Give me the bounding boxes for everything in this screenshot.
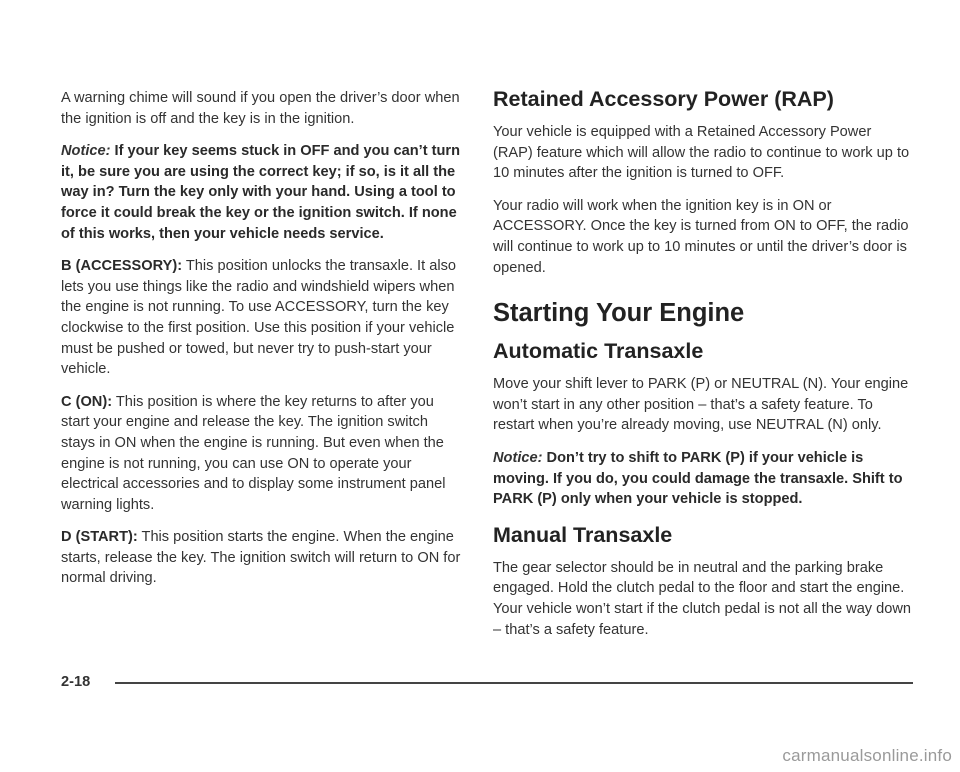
page-footer <box>61 672 913 692</box>
footer-rule <box>115 682 913 684</box>
rap-paragraph-2: Your radio will work when the ignition key is in ON or ACCESSORY. Once the key is turned from ON to OFF, the radio will continue to work up to 10 minutes or until the driver’s door is opened. <box>493 197 909 276</box>
notice-text: If your key seems stuck in OFF and you can’t turn it, be sure you are using the correct key; if so, is it all the way in? Turn the key only with your hand. Using a tool to force it could break the key or the ignition switch. If none of this works, then your vehicle needs service. <box>61 143 460 242</box>
rap-paragraph-1: Your vehicle is equipped with a Retained Accessory Power (RAP) feature which will allow the radio to continue to work up to 10 minutes after the ignition is turned to OFF. <box>493 124 910 182</box>
warning-chime-paragraph: A warning chime will sound if you open the driver’s door when the ignition is off and the key is in the ignition. <box>61 90 460 127</box>
left-column <box>61 88 465 601</box>
page-number: 2-18 <box>61 674 91 690</box>
manual-transaxle-paragraph: The gear selector should be in neutral and the parking brake engaged. Hold the clutch pedal to the floor and start the engine. Your vehicle won’t start if the clutch pedal is not all the way down – that’s a safety feature. <box>493 559 912 638</box>
right-column <box>493 86 913 652</box>
on-term: C (ON): <box>61 393 113 410</box>
automatic-transaxle-heading: Automatic Transaxle <box>493 339 704 364</box>
on-paragraph <box>61 392 465 516</box>
rap-heading: Retained Accessory Power (RAP) <box>493 87 834 111</box>
notice-label: Notice: <box>493 449 543 466</box>
start-term: D (START): <box>61 529 138 546</box>
accessory-paragraph <box>61 256 465 380</box>
manual-transaxle-heading: Manual Transaxle <box>493 522 673 547</box>
notice-label: Notice: <box>61 143 111 160</box>
notice-key-stuck <box>61 141 465 244</box>
automatic-transaxle-paragraph: Move your shift lever to PARK (P) or NEUTRAL (N). Your engine won’t start in any other position – that’s a safety feature. To restart when you’re already moving, use NEUTRAL (N) only. <box>493 376 909 434</box>
accessory-term: B (ACCESSORY): <box>61 258 183 275</box>
notice-shift-park <box>493 448 913 510</box>
starting-engine-heading: Starting Your Engine <box>493 299 745 328</box>
start-text: This position starts the engine. When the engine starts, release the key. The ignition switch will return to ON for normal driving. <box>61 529 461 587</box>
accessory-text: This position unlocks the transaxle. It also lets you use things like the radio and windshield wipers when the engine is not running. To use ACCESSORY, turn the key clockwise to the first position. Use this position if your vehicle must be pushed or towed, but never try to push-start your vehicle. <box>61 258 456 378</box>
start-paragraph <box>61 527 465 589</box>
on-text: This position is where the key returns to after you start your engine and release the key. The ignition switch stays in ON when the engine is running. But even when the engine is not running, you can use ON to operate your electrical accessories and to display some instrument panel warning lights. <box>61 393 446 513</box>
watermark: carmanualsonline.info <box>782 746 952 765</box>
notice-text: Don’t try to shift to PARK (P) if your vehicle is moving. If you do, you could damage the transaxle. Shift to PARK (P) only when your vehicle is stopped. <box>493 449 903 508</box>
